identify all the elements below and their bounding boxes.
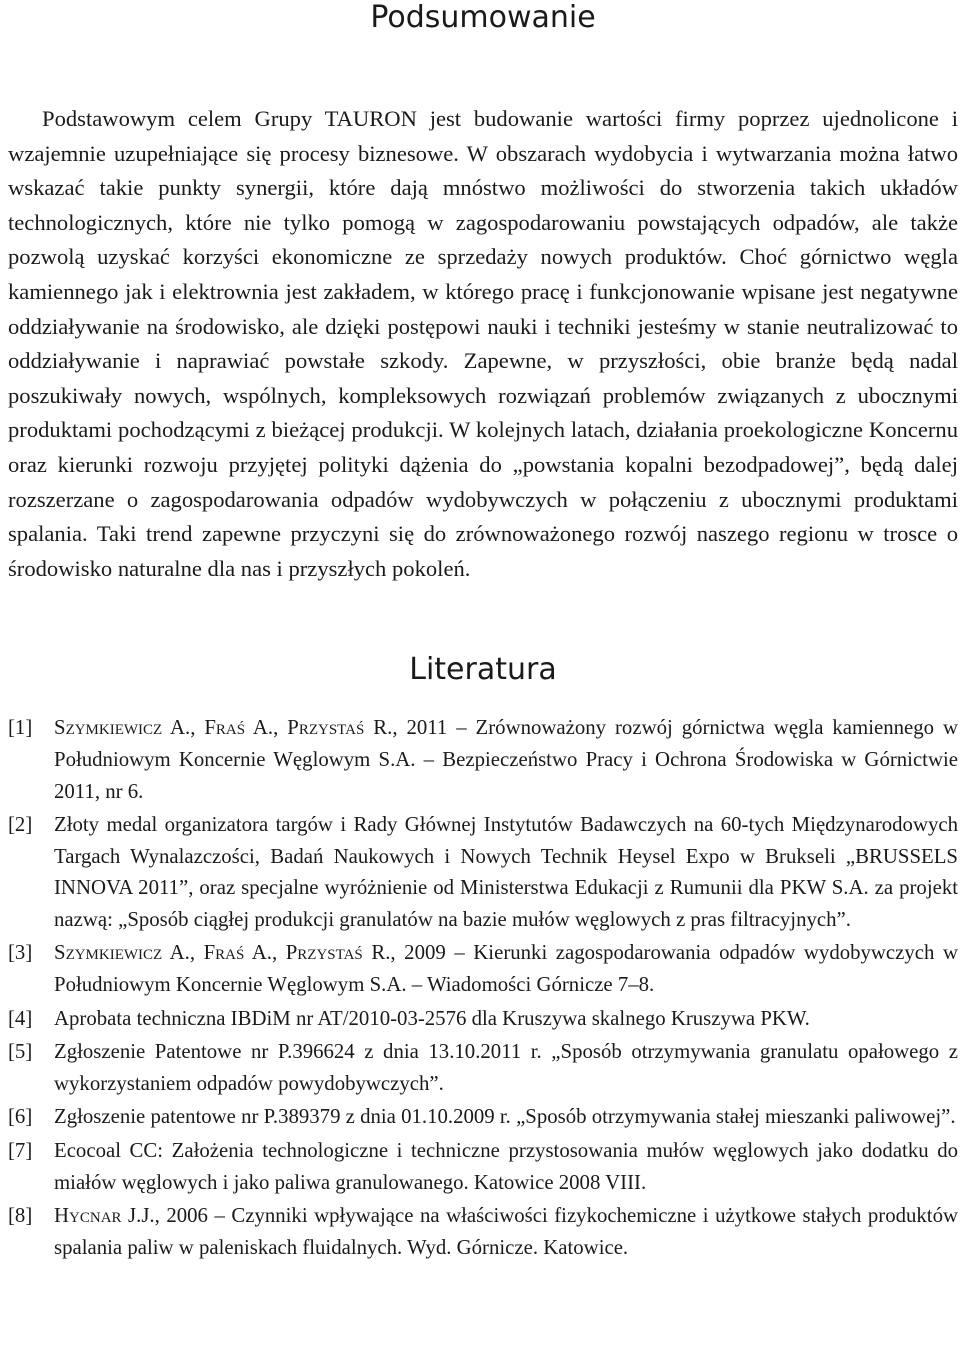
reference-item [8, 1003, 958, 1035]
reference-item [8, 1101, 958, 1133]
reference-text: Złoty medal organizatora targów i Rady Głównej Instytutów Badawczych na 60-tych Międzynarodowych Targach Wynalazczości, Badań Naukowych i Nowych Technik Heysel Expo w Brukseli „BRUSSELS INNOVA 2011”, oraz specjalne wyróżnienie od Ministerstwa Edukacji z Rumunii dla PKW S.A. za projekt nazwą: „Sposób ciągłej produkcji granulatów na bazie mułów węglowych z pras filtracyjnych”. [54, 813, 958, 931]
reference-number: [5] [8, 1040, 33, 1064]
reference-list [8, 712, 958, 1263]
reference-text: Zgłoszenie Patentowe nr P.396624 z dnia 13.10.2011 r. „Sposób otrzymywania granulatu opałowego z wykorzystaniem odpadów powydobywczych”. [54, 1040, 958, 1095]
reference-number: [2] [8, 813, 33, 837]
reference-authors: Hycnar J.J. [54, 1204, 155, 1228]
reference-number: [7] [8, 1139, 33, 1163]
reference-number: [8] [8, 1204, 33, 1228]
reference-item [8, 1135, 958, 1198]
reference-authors: Szymkiewicz A., Fraś A., Przystaś R. [54, 716, 393, 740]
reference-text: Zgłoszenie patentowe nr P.389379 z dnia 01.10.2009 r. „Sposób otrzymywania stałej mieszanki paliwowej”. [54, 1105, 956, 1129]
reference-number: [6] [8, 1105, 33, 1129]
reference-item [8, 712, 958, 807]
reference-text: , 2006 – Czynniki wpływające na właściwości fizykochemiczne i użytkowe stałych produktów spalania paliw w paleniskach fluidalnych. Wyd. Górnicze. Katowice. [54, 1204, 958, 1259]
reference-item [8, 937, 958, 1000]
reference-text: , 2009 – Kierunki zagospodarowania odpadów wydobywczych w Południowym Koncernie Węglowym S.A. – Wiadomości Górnicze 7–8. [54, 941, 958, 997]
reference-item [8, 809, 958, 935]
reference-number: [3] [8, 941, 33, 965]
literature-heading: Literatura [409, 652, 557, 688]
summary-heading: Podsumowanie [370, 0, 596, 35]
reference-item [8, 1036, 958, 1099]
reference-text: , 2011 – Zrównoważony rozwój górnictwa węgla kamiennego w Południowym Koncernie Węglowym S.A. – Bezpieczeństwo Pracy i Ochrona Środowiska w Górnictwie 2011, nr 6. [54, 716, 958, 803]
reference-authors: Szymkiewicz A., Fraś A., Przystaś R. [54, 941, 391, 965]
summary-paragraph: Podstawowym celem Grupy TAURON jest budowanie wartości firmy poprzez ujednolicone i wzajemnie uzupełniające się procesy biznesowe. W obszarach wydobycia i wytwarzania można łatwo wskazać takie punkty synergii, które dają mnóstwo możliwości do stworzenia takich układów technologicznych, które nie tylko pomogą w zagospodarowaniu powstających odpadów, ale także pozwolą uzyskać korzyści ekonomiczne ze sprzedaży nowych produktów. Choć górnictwo węgla kamiennego jak i elektrownia jest zakładem, w którego pracę i funkcjonowanie wpisane jest negatywne oddziaływanie na środowisko, ale dzięki postępowi nauki i techniki jesteśmy w stanie neutralizować to oddziaływanie i naprawiać powstałe szkody. Zapewne, w przyszłości, obie branże będą nadal poszukiwały nowych, wspólnych, kompleksowych rozwiązań problemów związanych z ubocznymi produktami pochodzącymi z bieżącej produkcji. W kolejnych latach, działania proekologiczne Koncernu oraz kierunki rozwoju przyjętej polityki dążenia do „powstania kopalni bezodpadowej”, będą dalej rozszerzane o zagospodarowania odpadów wydobywczych w połączeniu z ubocznymi produktami spalania. Taki trend zapewne przyczyni się do zrównoważonego rozwój naszego regionu w trosce o środowisko naturalne dla nas i przyszłych pokoleń. [8, 106, 958, 581]
reference-text: Ecocoal CC: Założenia technologiczne i techniczne przystosowania mułów węglowych jako dodatku do miałów węglowych i jako paliwa granulowanego. Katowice 2008 VIII. [54, 1139, 958, 1194]
reference-text: Aprobata techniczna IBDiM nr AT/2010-03-2576 dla Kruszywa skalnego Kruszywa PKW. [54, 1006, 810, 1030]
reference-item [8, 1200, 958, 1263]
reference-number: [4] [8, 1006, 33, 1030]
reference-number: [1] [8, 716, 33, 740]
document-page [8, 0, 958, 1284]
